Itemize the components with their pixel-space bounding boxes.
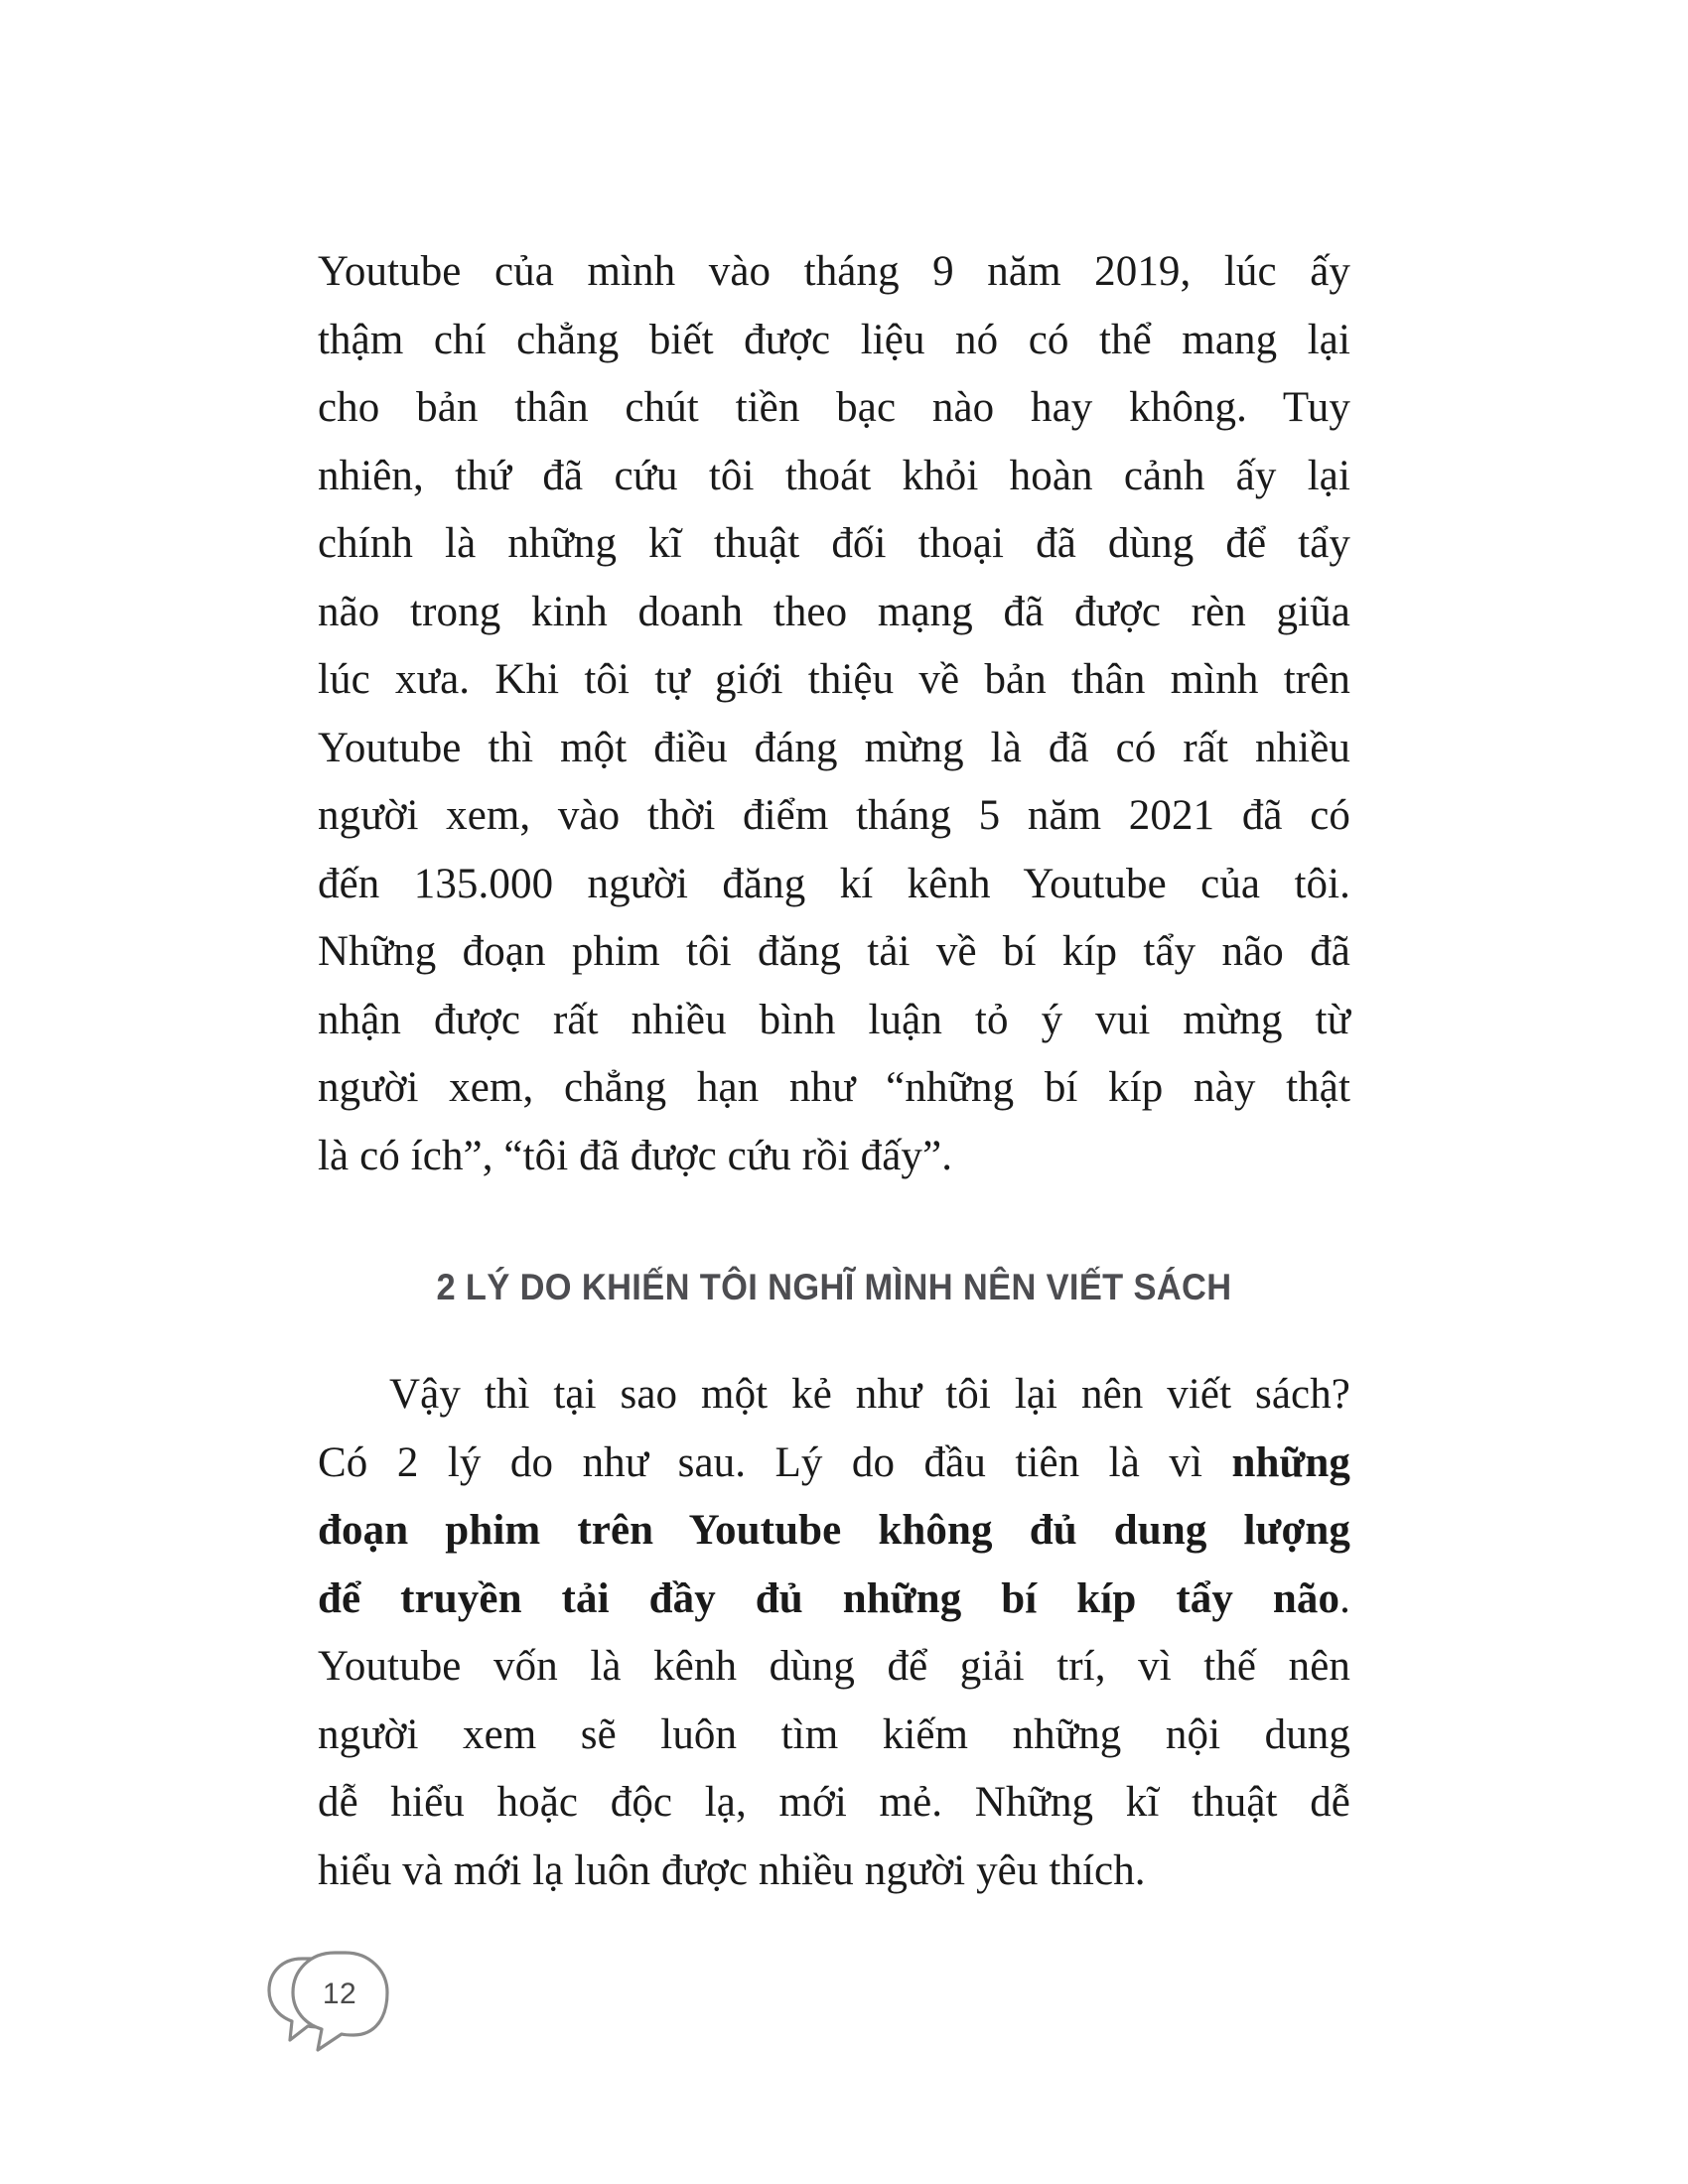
paragraph-two-line: người xem sẽ luôn tìm kiếm những nội dung [318,1710,1350,1758]
paragraph-two-line: Youtube vốn là kênh dùng để giải trí, vì thế nên [318,1643,1350,1691]
paragraph-one-line: người xem, chẳng hạn như “những bí kíp này thật [318,1064,1350,1111]
paragraph-two-line-text: Có 2 lý do như sau. Lý do đầu tiên là vì [318,1438,1232,1486]
paragraph-one-line: cho bản thân chút tiền bạc nào hay không. Tuy [318,384,1350,431]
speech-bubbles-icon [260,1941,389,2070]
emphasis-text: để truyền tải đầy đủ những bí kíp tẩy não [318,1574,1340,1622]
paragraph-one-line: là có ích”, “tôi đã được cứu rồi đấy”. [318,1132,953,1179]
paragraph-two-line-text: . [1339,1574,1350,1622]
emphasis-text: những [1231,1438,1350,1486]
paragraph-two [318,1361,1350,1905]
paragraph-one-line: não trong kinh doanh theo mạng đã được rèn giũa [318,588,1350,635]
paragraph-one-line: lúc xưa. Khi tôi tự giới thiệu về bản thân mình trên [318,656,1350,703]
paragraph-two-line-text: Vậy thì tại sao một kẻ như tôi lại nên viết sách? [389,1371,1350,1419]
section-heading: 2 LÝ DO KHIẾN TÔI NGHĨ MÌNH NÊN VIẾT SÁCH [436,1267,1232,1307]
paragraph-one-line: Youtube của mình vào tháng 9 năm 2019, lúc ấy [318,248,1350,295]
paragraph-two-line [318,1430,1350,1498]
paragraph-one-line: người xem, vào thời điểm tháng 5 năm 2021 đã có [318,792,1350,839]
section-heading-block [318,1266,1350,1309]
paragraph-one-line: nhận được rất nhiều bình luận tỏ ý vui mừng từ [318,996,1350,1043]
page-number-marker [260,1941,389,2070]
paragraph-two-line [318,1497,1350,1566]
paragraph-two-line [318,1566,1350,1634]
paragraph-two-line: dễ hiểu hoặc độc lạ, mới mẻ. Những kĩ thuật dễ [318,1779,1350,1827]
paragraph-one-line: nhiên, thứ đã cứu tôi thoát khỏi hoàn cảnh ấy lại [318,452,1350,499]
paragraph-one-line: Youtube thì một điều đáng mừng là đã có rất nhiều [318,724,1350,771]
page-content [318,238,1350,1905]
paragraph-two-line: hiểu và mới lạ luôn được nhiều người yêu thích. [318,1846,1146,1894]
paragraph-one-line: chính là những kĩ thuật đối thoại đã dùng để tẩy [318,520,1350,567]
paragraph-one-line: đến 135.000 người đăng kí kênh Youtube của tôi. [318,860,1350,907]
paragraph-one-line: Những đoạn phim tôi đăng tải về bí kíp tẩy não đã [318,928,1350,975]
emphasis-text: đoạn phim trên Youtube không đủ dung lượng [318,1507,1350,1555]
paragraph-one-line: thậm chí chẳng biết được liệu nó có thể mang lại [318,316,1350,363]
paragraph-two-line [318,1361,1350,1430]
paragraph-one [318,238,1350,1190]
page-number: 12 [322,1978,357,2010]
